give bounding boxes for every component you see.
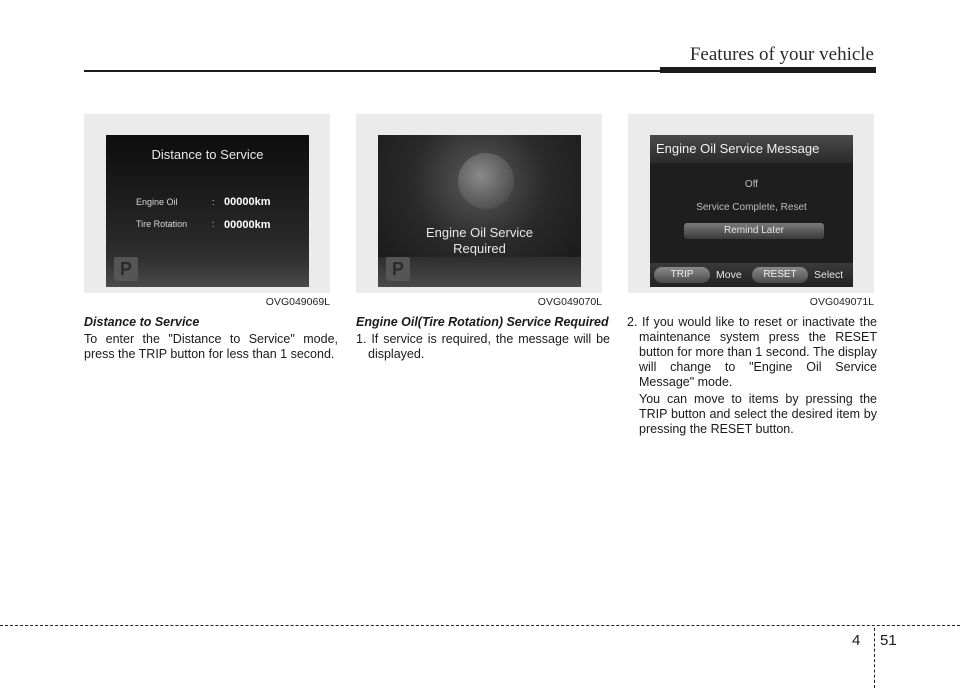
service-message [378,225,581,257]
step-2-note: You can move to items by pressing the TRIP button and select the desired item by pressing the RESET button. [639,392,877,436]
footer-rule [0,625,960,626]
section-distance-to-service [84,315,338,362]
figure-service-message [628,114,874,293]
step-1: 1. If service is required, the message will be displayed. [356,332,610,361]
section-service-required [356,315,610,362]
option-service-complete: Service Complete, Reset [696,202,807,213]
park-icon: P [114,257,138,281]
reset-button-hint: RESET [752,267,808,283]
page-number: 51 [880,632,897,649]
row-colon: : [212,219,215,229]
row-value-tire-rotation: 00000km [224,219,271,231]
screen-title: Engine Oil Service Message [650,135,853,163]
section-reset [627,315,877,437]
figure-code: OVG049069L [265,296,330,308]
figure-code: OVG049070L [537,296,602,308]
option-remind-later: Remind Later [684,223,824,239]
service-message-line2: Required [453,241,506,256]
button-hint-bar [650,263,853,287]
figure-service-required [356,114,602,293]
chapter-number: 4 [852,632,861,649]
cluster-screen-distance [106,135,309,287]
select-label: Select [814,269,844,281]
section-heading: Engine Oil(Tire Rotation) Service Required [356,315,609,329]
move-label: Move [716,269,742,281]
step-2: 2. If you would like to reset or inactivate the maintenance system press the RESET button for more than 1 second. The display will change to "Engine Oil Service Message" mode. [627,315,877,389]
figure-code: OVG049071L [809,296,874,308]
section-heading: Distance to Service [84,315,200,329]
header-rule [84,70,660,72]
figure-distance-to-service [84,114,330,293]
oil-can-icon [458,153,514,209]
row-label-tire-rotation: Tire Rotation [136,219,188,229]
option-off: Off [744,179,759,190]
cluster-screen-service-required [378,135,581,287]
row-label-engine-oil: Engine Oil [136,197,178,207]
screen-title: Distance to Service [151,147,264,162]
park-icon: P [386,257,410,281]
header-bar [660,67,876,73]
cluster-screen-service-message [650,135,853,287]
service-message-line1: Engine Oil Service [426,225,533,240]
trip-button-hint: TRIP [654,267,710,283]
section-body: To enter the "Distance to Service" mode, press the TRIP button for less than 1 second. [84,332,338,361]
row-value-engine-oil: 00000km [224,196,271,208]
footer-divider [874,628,875,688]
row-colon: : [212,197,215,207]
header-title: Features of your vehicle [689,44,874,65]
